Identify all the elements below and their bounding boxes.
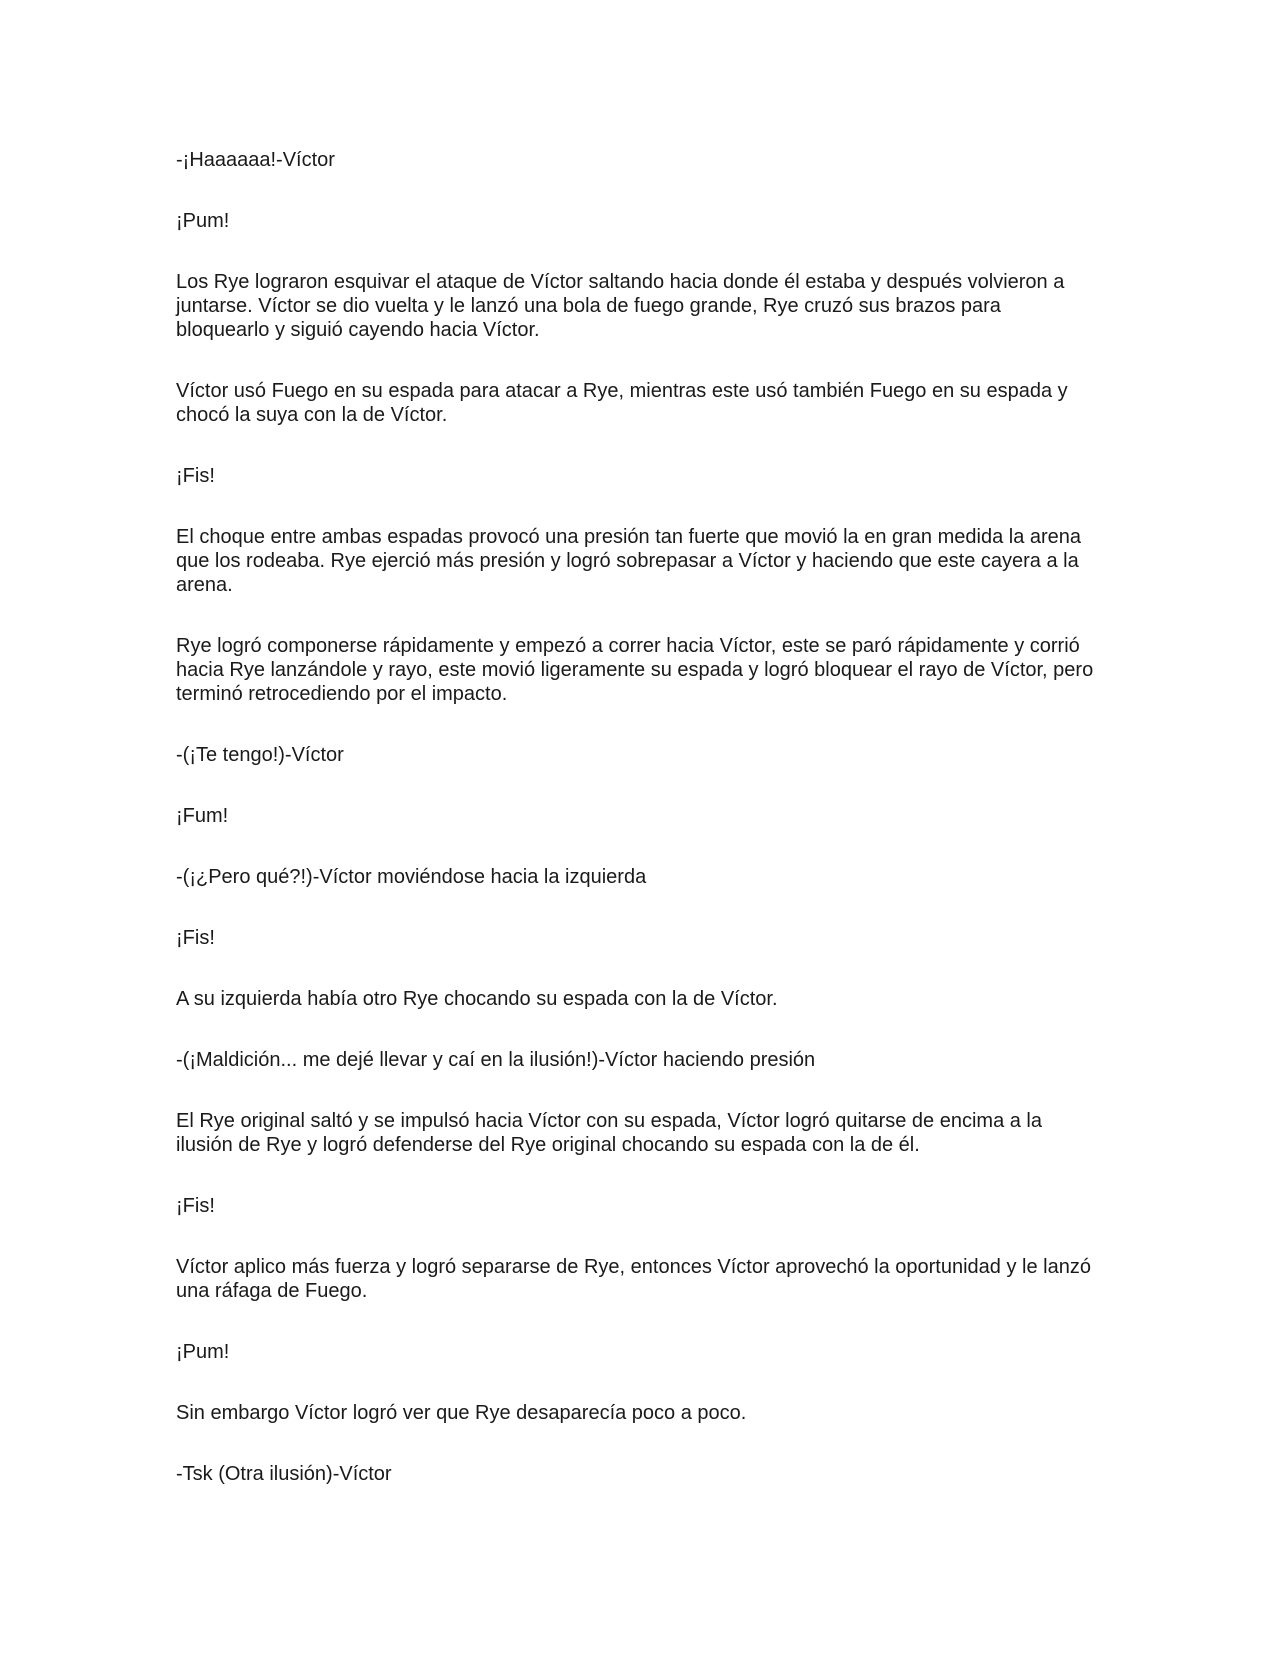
dialogue-line: -(¡Te tengo!)-Víctor — [176, 744, 344, 766]
sound-effect: ¡Fis! — [176, 927, 215, 949]
narrative-paragraph: Rye logró componerse rápidamente y empezó a correr hacia Víctor, este se paró rápidamente y corrió hacia Rye lanzándole y rayo, este movió ligeramente su espada y logró bloquear el rayo de Víctor, pero terminó retrocediendo por el impacto. — [176, 635, 1094, 705]
dialogue-line: -(¡¿Pero qué?!)-Víctor moviéndose hacia la izquierda — [176, 866, 647, 888]
sound-effect: ¡Pum! — [176, 210, 230, 232]
narrative-paragraph: El choque entre ambas espadas provocó una presión tan fuerte que movió la en gran medida la arena que los rodeaba. Rye ejerció más presión y logró sobrepasar a Víctor y haciendo que este cayera a la arena. — [176, 526, 1082, 596]
dialogue-line: -(¡Maldición... me dejé llevar y caí en la ilusión!)-Víctor haciendo presión — [176, 1049, 816, 1071]
narrative-paragraph: Víctor aplico más fuerza y logró separarse de Rye, entonces Víctor aprovechó la oportunidad y le lanzó una ráfaga de Fuego. — [176, 1256, 1091, 1302]
sound-effect: ¡Pum! — [176, 1341, 230, 1363]
narrative-paragraph: A su izquierda había otro Rye chocando su espada con la de Víctor. — [176, 988, 778, 1010]
narrative-paragraph: Los Rye lograron esquivar el ataque de Víctor saltando hacia donde él estaba y después volvieron a juntarse. Víctor se dio vuelta y le lanzó una bola de fuego grande, Rye cruzó sus brazos para bloquearlo y siguió cayendo hacia Víctor. — [176, 271, 1065, 341]
sound-effect: ¡Fis! — [176, 1195, 215, 1217]
narrative-paragraph: El Rye original saltó y se impulsó hacia Víctor con su espada, Víctor logró quitarse de encima a la ilusión de Rye y logró defenderse del Rye original chocando su espada con la de él. — [176, 1110, 1042, 1156]
narrative-paragraph: Sin embargo Víctor logró ver que Rye desaparecía poco a poco. — [176, 1402, 747, 1424]
sound-effect: ¡Fis! — [176, 465, 215, 487]
document-body — [176, 148, 1096, 1523]
narrative-paragraph: Víctor usó Fuego en su espada para atacar a Rye, mientras este usó también Fuego en su espada y chocó la suya con la de Víctor. — [176, 380, 1068, 426]
sound-effect: ¡Fum! — [176, 805, 229, 827]
dialogue-line: -Tsk (Otra ilusión)-Víctor — [176, 1463, 392, 1485]
dialogue-line: -¡Haaaaaa!-Víctor — [176, 149, 335, 171]
